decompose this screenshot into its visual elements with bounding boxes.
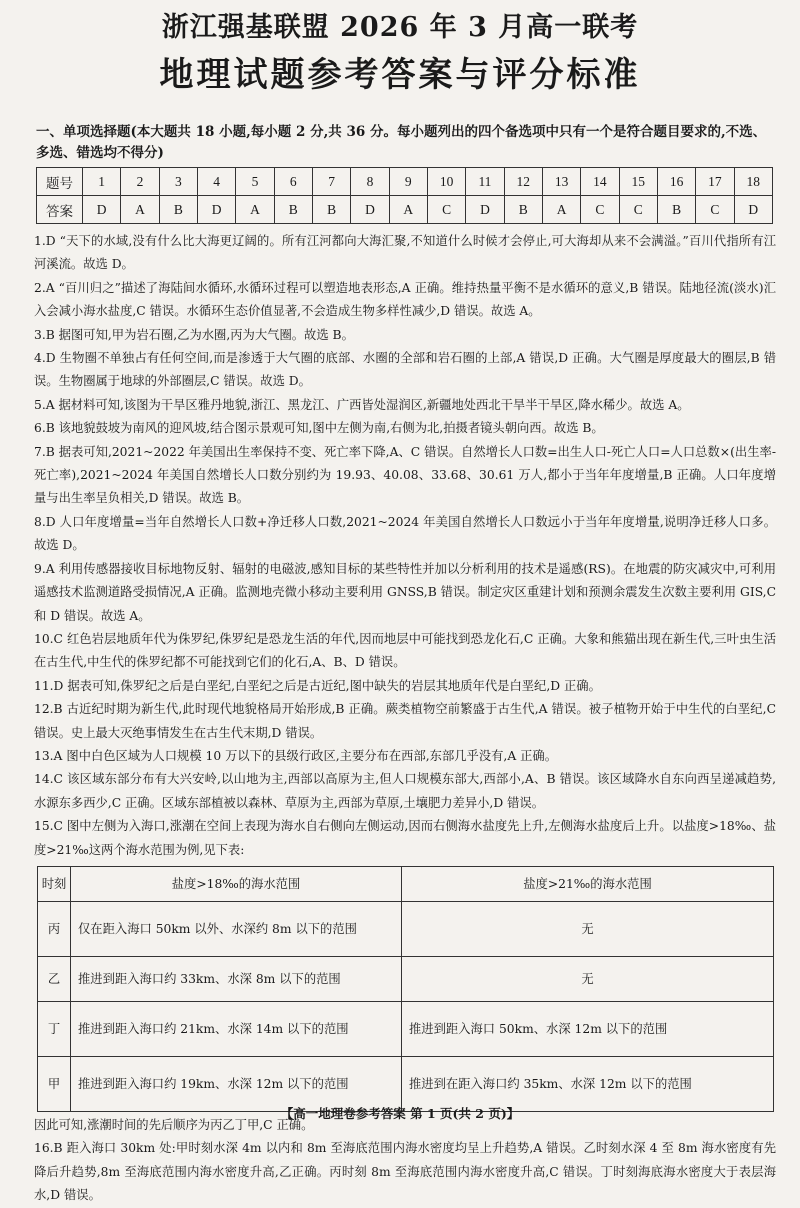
salinity-table [37, 866, 774, 1112]
explanations [34, 230, 776, 1208]
answer-cell: A [542, 196, 580, 224]
question-number: 12 [504, 168, 542, 196]
explanation-q7: 7.B 据表可知,2021~2022 年美国出生率保持不变、死亡率下降,A、C 错误。自然增长人口数=出生人口-死亡人口=人口总数×(出生率-死亡率),2021~2024 年美国自然增长人口数分别约为 19.93、40.08、33.68、30.61 万人,都小于当年年度增量,B 正确。人口年度增量与出生率呈负相关,D 错误。故选 B。 [34, 444, 776, 506]
explanation-q15: 15.C 图中左侧为入海口,涨潮在空间上表现为海水自右侧向左侧运动,因而右侧海水盐度先上升,左侧海水盐度后上升。以盐度>18‰、盐度>21‰这两个海水范围为例,见下表: [34, 819, 776, 857]
question-number: 15 [619, 168, 657, 196]
explanation-q13: 13.A 图中白色区域为人口规模 10 万以下的县级行政区,主要分布在西部,东部几乎没有,A 正确。 [34, 748, 558, 763]
range-21-cell: 推进到距入海口 50km、水深 12m 以下的范围 [402, 1001, 774, 1056]
answer-table-number-row [37, 168, 773, 196]
answer-cell: C [619, 196, 657, 224]
answer-cell: B [504, 196, 542, 224]
answer-cell: C [696, 196, 734, 224]
range-18-cell: 推进到距入海口约 33km、水深 8m 以下的范围 [71, 956, 402, 1001]
range-21-cell: 推进到在距入海口约 35km、水深 12m 以下的范围 [402, 1056, 774, 1111]
explanation-q11: 11.D 据表可知,侏罗纪之后是白垩纪,白垩纪之后是古近纪,图中缺失的岩层其地质年代是白垩纪,D 正确。 [34, 678, 601, 693]
explanation-q10: 10.C 红色岩层地质年代为侏罗纪,侏罗纪是恐龙生活的年代,因而地层中可能找到恐龙化石,C 正确。大象和熊猫出现在新生代,三叶虫生活在古生代,中生代的侏罗纪都不可能找到它们的化石,A、B、D 错误。 [34, 631, 776, 670]
explanation-q12: 12.B 古近纪时期为新生代,此时现代地貌格局开始形成,B 正确。蕨类植物空前繁盛于古生代,A 错误。被子植物开始于中生代的白垩纪,C 错误。史上最大灭绝事情发生在古生代末期,D 错误。 [34, 702, 776, 740]
question-number: 10 [427, 168, 465, 196]
question-number: 11 [466, 168, 504, 196]
answer-cell: D [734, 196, 772, 224]
answer-cell: D [466, 196, 504, 224]
answer-cell: C [581, 196, 619, 224]
question-number: 7 [312, 168, 350, 196]
row-label-answer: 答案 [37, 196, 83, 224]
explanation-q6: 6.B 该地貌鼓坡为南风的迎风坡,结合图示景观可知,图中左侧为南,右侧为北,拍摄者镜头朝向西。故选 B。 [34, 421, 604, 436]
explanation-q2: 2.A “百川归之”描述了海陆间水循环,水循环过程可以塑造地表形态,A 正确。维持热量平衡不是水循环的意义,B 错误。陆地径流(淡水)汇入会减小海水盐度,C 错误。水循环生态价值显著,不会造成生物多样性减少,D 错误。故选 A。 [34, 280, 776, 319]
question-number: 6 [274, 168, 312, 196]
question-number: 8 [351, 168, 389, 196]
page-footer: 【高一地理卷参考答案 第 1 页(共 2 页)】 [280, 1106, 520, 1121]
explanation-q3: 3.B 据图可知,甲为岩石圈,乙为水圈,丙为大气圈。故选 B。 [34, 327, 354, 342]
explanation-q14: 14.C 该区域东部分布有大兴安岭,以山地为主,西部以高原为主,但人口规模东部大,西部小,A、B 错误。该区域降水自东向西呈递减趋势,水源东多西少,C 正确。区域东部植被以森林、草原为主,西部为草原,土壤肥力差异小,D 错误。 [34, 772, 776, 810]
question-number: 17 [696, 168, 734, 196]
row-label-number: 题号 [37, 168, 83, 196]
explanation-q5: 5.A 据材料可知,该图为干旱区雅丹地貌,浙江、黑龙江、广西皆处湿润区,新疆地处西北干旱半干旱区,降水稀少。故选 A。 [34, 397, 690, 412]
range-18-cell: 仅在距入海口 50km 以外、水深约 8m 以下的范围 [71, 901, 402, 956]
answer-cell: A [389, 196, 427, 224]
time-cell: 乙 [38, 956, 71, 1001]
range-18-cell: 推进到距入海口约 21km、水深 14m 以下的范围 [71, 1001, 402, 1056]
question-number: 14 [581, 168, 619, 196]
q15-conclusion: 因此可知,涨潮时间的先后顺序为丙乙丁甲,C 正确。 [34, 1117, 314, 1132]
range-21-cell: 无 [402, 956, 774, 1001]
header-salinity-18: 盐度>18‰的海水范围 [71, 866, 402, 901]
time-cell: 丁 [38, 1001, 71, 1056]
question-number: 3 [159, 168, 197, 196]
answer-cell: A [121, 196, 159, 224]
time-cell: 丙 [38, 901, 71, 956]
explanation-q4: 4.D 生物圈不单独占有任何空间,而是渗透于大气圈的底部、水圈的全部和岩石圈的上部,A 错误,D 正确。大气圈是厚度最大的圈层,B 错误。生物圈属于地球的外部圈层,C 错误。故选 D。 [34, 351, 777, 389]
table-row [38, 1001, 774, 1056]
section-heading: 一、单项选择题(本大题共 18 小题,每小题 2 分,共 36 分。每小题列出的四个备选项中只有一个是符合题目要求的,不选、多选、错选均不得分) [36, 124, 767, 161]
table-row [38, 901, 774, 956]
range-21-cell: 无 [402, 901, 774, 956]
question-number: 4 [197, 168, 235, 196]
range-18-cell: 推进到距入海口约 19km、水深 12m 以下的范围 [71, 1056, 402, 1111]
answer-cell: D [197, 196, 235, 224]
question-number: 9 [389, 168, 427, 196]
question-number: 2 [121, 168, 159, 196]
question-number: 16 [657, 168, 695, 196]
explanation-q16: 16.B 距入海口 30km 处:甲时刻水深 4m 以内和 8m 至海底范围内海水密度均呈上升趋势,A 错误。乙时刻水深 4 至 8m 海水密度有先降后升趋势,8m 至海底范围内海水密度升高,乙正确。丙时刻 8m 至海底范围内海水密度升高,C 错误。丁时刻海底海水密度大于表层海水,D 错误。 [34, 1141, 776, 1203]
header-salinity-21: 盐度>21‰的海水范围 [402, 866, 774, 901]
explanation-q8: 8.D 人口年度增量=当年自然增长人口数+净迁移人口数,2021~2024 年美国自然增长人口数远小于当年年度增量,说明净迁移人口多。故选 D。 [34, 514, 776, 553]
answer-cell: B [274, 196, 312, 224]
question-number: 1 [83, 168, 121, 196]
answer-cell: D [83, 196, 121, 224]
answer-cell: B [657, 196, 695, 224]
table-row [38, 956, 774, 1001]
answer-table [36, 167, 773, 224]
question-number: 13 [542, 168, 580, 196]
explanation-q9: 9.A 利用传感器接收目标地物反射、辐射的电磁波,感知目标的某些特性并加以分析利用的技术是遥感(RS)。在地震的防灾减灾中,可利用遥感技术监测道路受损情况,A 正确。监测地壳微小移动主要利用 GNSS,B 错误。制定灾区重建计划和预测余震发生次数主要利用 GIS,C 和 D 错误。故选 A。 [34, 561, 776, 623]
explanation-q1: 1.D “天下的水域,没有什么比大海更辽阔的。所有江河都向大海汇聚,不知道什么时候才会停止,可大海却从来不会满溢。”百川代指所有江河溪流。故选 D。 [34, 234, 776, 272]
answer-cell: A [236, 196, 274, 224]
answer-cell: C [427, 196, 465, 224]
document-title: 地理试题参考答案与评分标准 [159, 55, 641, 95]
exam-title: 浙江强基联盟 2026 年 3 月高一联考 [161, 12, 639, 43]
answer-table-answer-row [37, 196, 773, 224]
salinity-table-header [38, 866, 774, 901]
answer-cell: D [351, 196, 389, 224]
answer-cell: B [159, 196, 197, 224]
answer-cell: B [312, 196, 350, 224]
header-time: 时刻 [38, 866, 71, 901]
time-cell: 甲 [38, 1056, 71, 1111]
question-number: 5 [236, 168, 274, 196]
question-number: 18 [734, 168, 772, 196]
